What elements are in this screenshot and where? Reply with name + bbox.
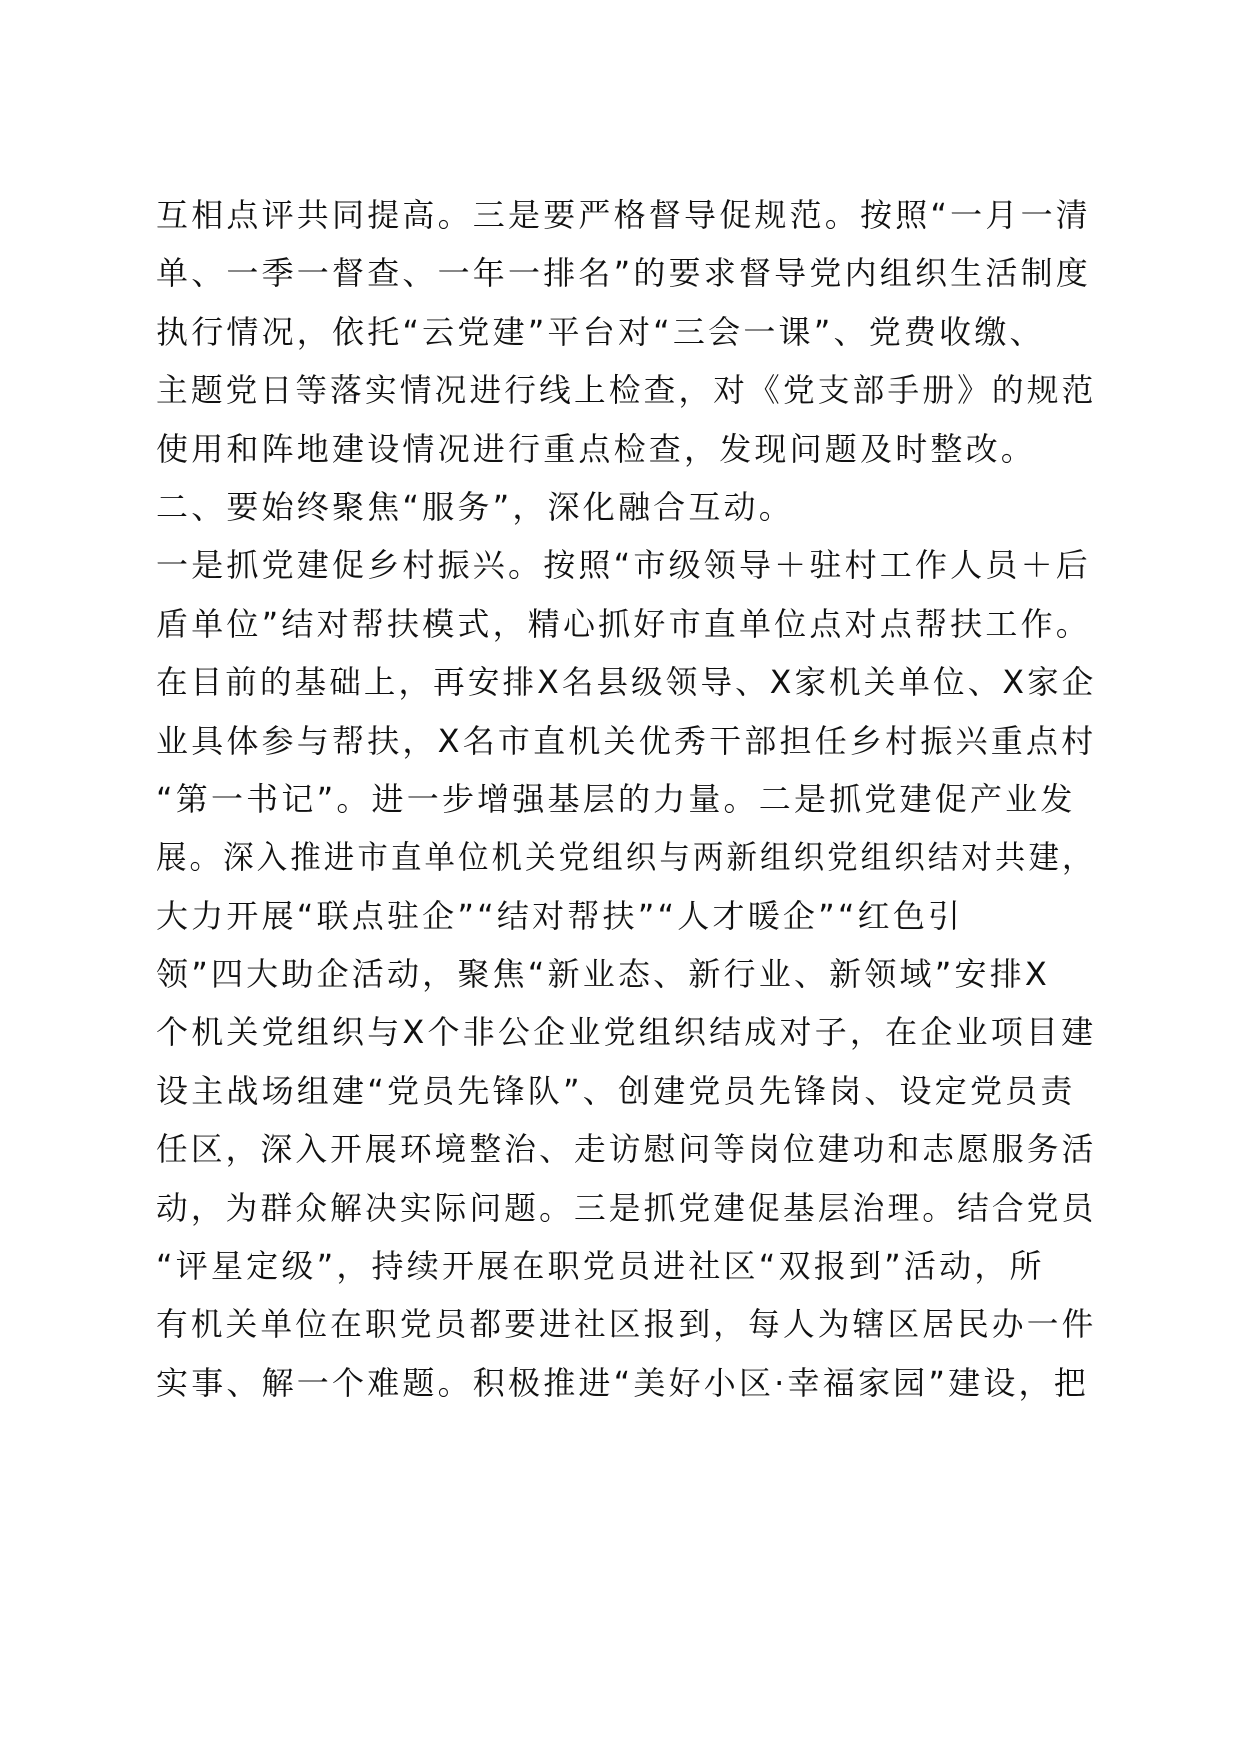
text-line: 互相点评共同提高。三是要严格督导促规范。按照“一月一清 [156,196,1091,234]
text-line: 动，为群众解决实际问题。三是抓党建促基层治理。结合党员 [156,1188,1097,1227]
text-line: 大力开展“联点驻企”“结对帮扶”“人才暖企”“红色引 [156,896,964,935]
text-line: “评星定级”，持续开展在职党员进社区“双报到”活动，所 [156,1247,1045,1286]
text-line: “第一书记”。进一步增强基层的力量。二是抓党建促产业发 [156,779,1076,818]
text-line: 使用和阵地建设情况进行重点检查，发现问题及时整改。 [156,429,1037,468]
text-line: 主题党日等落实情况进行线上检查，对《党支部手册》的规范 [156,371,1097,410]
text-line: 单、一季一督查、一年一排名”的要求督导党内组织生活制度 [156,254,1091,293]
text-line: 设主战场组建“党员先锋队”、创建党员先锋岗、设定党员责 [156,1071,1076,1110]
text-line: 在目前的基础上，再安排X名县级领导、X家机关单位、X家企 [156,663,1097,702]
text-line: 有机关单位在职党员都要进社区报到，每人为辖区居民办一件 [156,1305,1097,1344]
text-line: 实事、解一个难题。积极推进“美好小区·幸福家园”建设，把 [156,1363,1089,1402]
text-line: 任区，深入开展环境整治、走访慰问等岗位建功和志愿服务活 [156,1130,1097,1169]
body-text [156,186,1096,1412]
text-line: 执行情况，依托“云党建”平台对“三会一课”、党费收缴、 [156,312,1045,351]
section-heading: 二、要始终聚焦“服务”，深化融合互动。 [156,487,794,526]
text-line: 盾单位”结对帮扶模式，精心抓好市直单位点对点帮扶工作。 [156,604,1091,643]
text-line: 业具体参与帮扶，X名市直机关优秀干部担任乡村振兴重点村 [156,721,1097,760]
text-line: 领”四大助企活动，聚焦“新业态、新行业、新领域”安排X [156,955,1051,994]
text-line: 展。深入推进市直单位机关党组织与两新组织党组织结对共建， [156,838,1096,877]
text-line: 个机关党组织与X个非公企业党组织结成对子，在企业项目建 [156,1013,1097,1052]
text-line: 一是抓党建促乡村振兴。按照“市级领导＋驻村工作人员＋后 [156,546,1091,585]
